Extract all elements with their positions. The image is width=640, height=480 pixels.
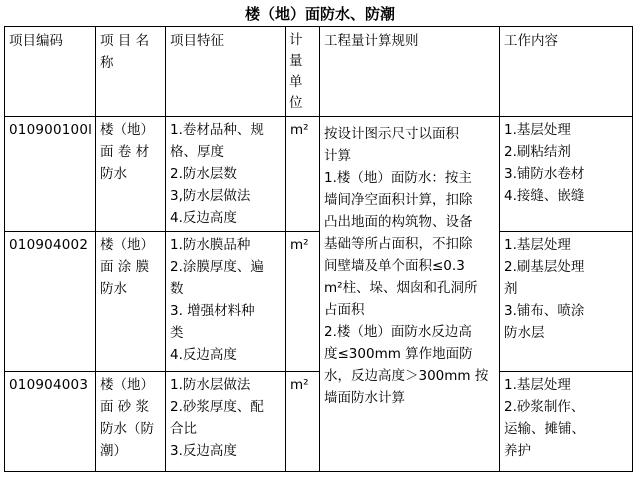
calculation-rule: 按设计图示尺寸以面积 计算 1.楼（地）面防水：按主 墙间净空面积计算，扣除 凸出地面的构筑物、设备 基础等所占面积，不扣除 间壁墙及单个面积≤0.3 m²柱、垛、烟囱和孔洞所 占面积 2.楼（地）面防水反边高 度≤300mm 算作地面防 水，反边高度＞300mm 按 墙面防水计算 [320,117,500,472]
item-features: 1.卷材品种、规 格、厚度 2.防水层数 3,防水层做法 4.反边高度 [166,117,286,232]
header-feature: 项目特征 [166,27,286,117]
item-unit: m² [286,372,320,472]
table-row [5,232,633,372]
item-code: 010900100l [5,117,96,232]
table-row [5,372,633,472]
item-features: 1.防水层做法 2.砂浆厚度、配 合比 3.反边高度 [166,372,286,472]
header-unit: 计 量 单 位 [286,27,320,117]
item-unit: m² [286,232,320,372]
item-name: 楼（地） 面 砂 浆 防水（防 潮） [96,372,166,472]
item-name: 楼（地） 面 涂 膜 防水 [96,232,166,372]
header-code: 项目编码 [5,27,96,117]
header-work: 工作内容 [500,27,633,117]
header-row [5,27,633,117]
item-work: 1.基层处理 2.刷粘结剂 3.铺防水卷材 4.接缝、嵌缝 [500,117,633,232]
item-unit: m² [286,117,320,232]
page-title: 楼（地）面防水、防潮 [244,5,395,23]
item-features: 1.防水膜品种 2.涂膜厚度、遍 数 3. 增强材料种 类 4.反边高度 [166,232,286,372]
header-name: 项 目 名 称 [96,27,166,117]
item-code: 010904003 [5,372,96,472]
header-rule: 工程量计算规则 [320,27,500,117]
item-work: 1.基层处理 2.刷基层处理 剂 3.铺布、喷涂 防水层 [500,232,633,372]
table-row [5,117,633,232]
item-work: 1.基层处理 2.砂浆制作、 运输、摊铺、 养护 [500,372,633,472]
item-code: 010904002 [5,232,96,372]
item-name: 楼（地） 面 卷 材 防水 [96,117,166,232]
quantity-table [4,26,633,472]
